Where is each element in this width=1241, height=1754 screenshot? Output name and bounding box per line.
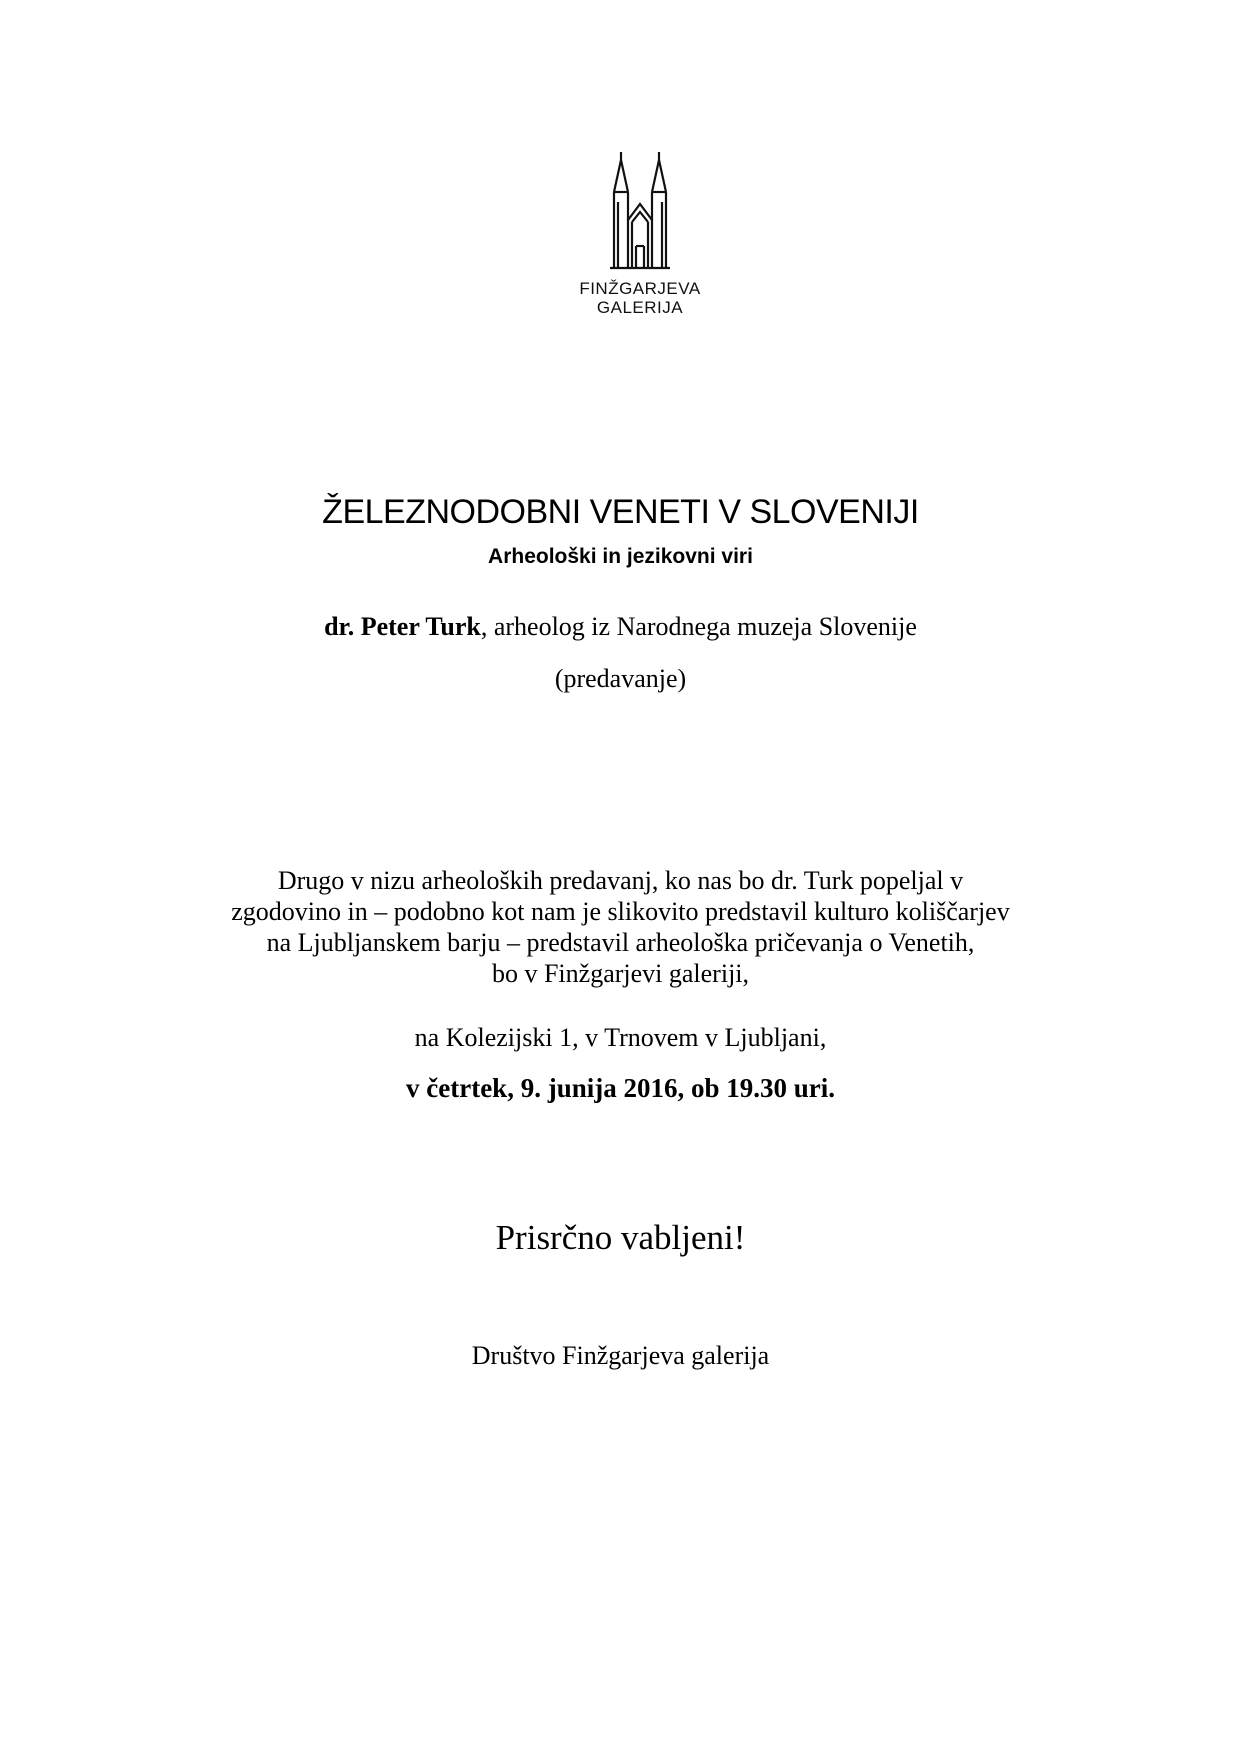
event-type: (predavanje) <box>554 664 687 693</box>
logo-line-2: GALERIJA <box>596 298 684 317</box>
event-location: na Kolezijski 1, v Trnovem v Ljubljani, <box>414 1023 827 1052</box>
event-datetime: v četrtek, 9. junija 2016, ob 19.30 uri. <box>406 1073 835 1103</box>
gallery-logo <box>570 150 710 325</box>
logo-wordmark <box>570 279 710 317</box>
invitation-text: Prisrčno vabljeni! <box>495 1218 746 1257</box>
organizer-name: Društvo Finžgarjeva galerija <box>471 1341 770 1370</box>
speaker-name: dr. Peter Turk <box>324 612 481 641</box>
logo-line-1: FINŽGARJEVA <box>579 279 701 298</box>
description-line: na Ljubljanskem barju – predstavil arheološka pričevanja o Venetih, <box>266 928 975 957</box>
event-title: ŽELEZNODOBNI VENETI V SLOVENIJI <box>322 493 919 531</box>
event-description <box>0 865 1241 989</box>
description-line: Drugo v nizu arheoloških predavanj, ko nas bo dr. Turk popeljal v <box>277 866 964 895</box>
church-icon <box>608 150 672 270</box>
event-subtitle: Arheološki in jezikovni viri <box>488 545 753 568</box>
speaker-affiliation: , arheolog iz Narodnega muzeja Slovenije <box>480 612 917 641</box>
description-line: bo v Finžgarjevi galeriji, <box>491 959 750 988</box>
description-line: zgodovino in – podobno kot nam je slikovito predstavil kulturo koliščarjev <box>231 897 1010 926</box>
speaker-line <box>0 612 1241 642</box>
